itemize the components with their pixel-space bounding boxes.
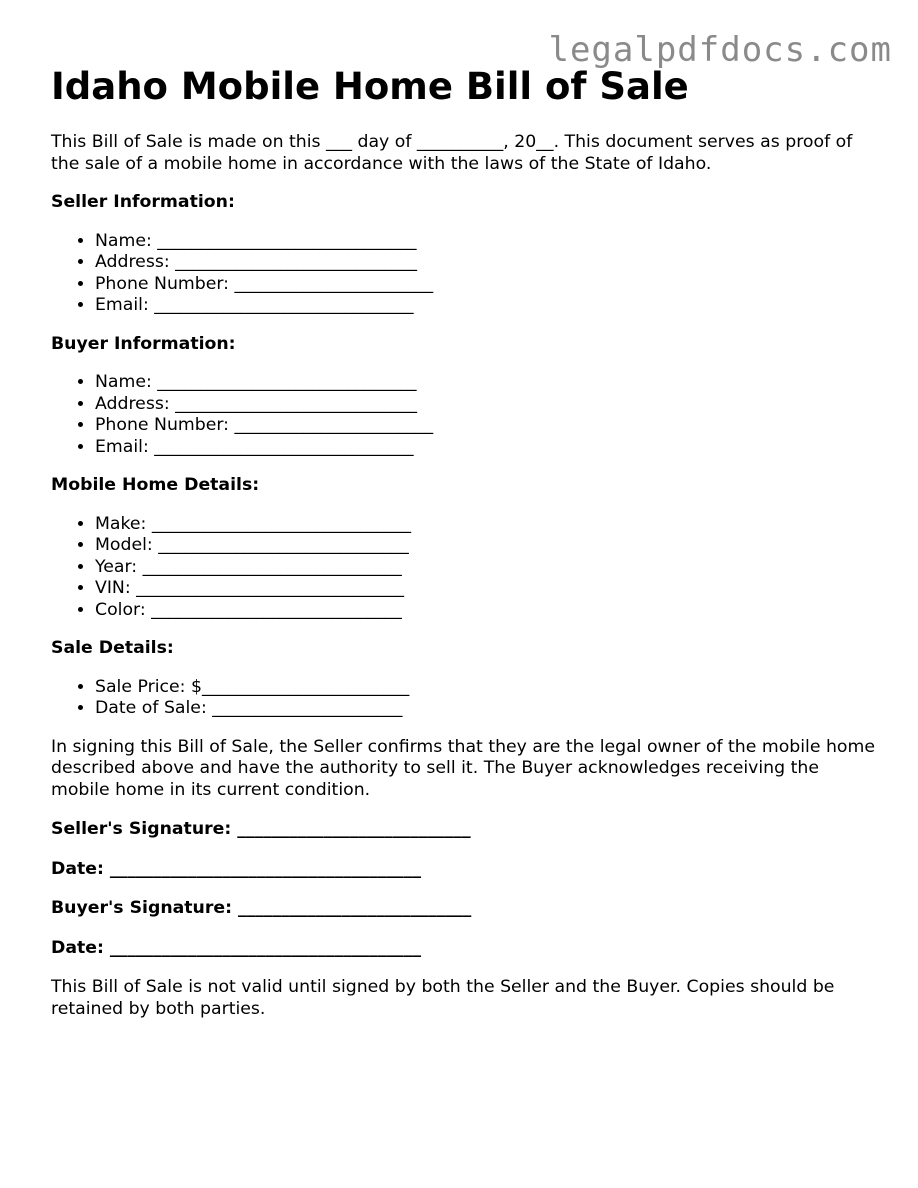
intro-paragraph: This Bill of Sale is made on this ___ day of __________, 20__. This document serves as proof of the sale of a mobile home in accordance with the laws of the State of Idaho. <box>51 132 853 174</box>
footer-paragraph: This Bill of Sale is not valid until signed by both the Seller and the Buyer. Copies should be retained by both parties. <box>51 977 835 1019</box>
buyer-signature-line: Buyer's Signature: ___________________________ <box>51 898 472 918</box>
sale-price-field: • Sale Price: $________________________ <box>95 677 881 699</box>
home-model-field: • Model: _____________________________ <box>95 535 881 557</box>
buyer-phone-field: • Phone Number: _______________________ <box>95 415 881 437</box>
seller-email-field: • Email: ______________________________ <box>95 295 881 317</box>
home-year-field: • Year: ______________________________ <box>95 557 881 579</box>
home-details-list <box>51 514 881 622</box>
sale-date-field: • Date of Sale: ______________________ <box>95 698 881 720</box>
seller-date-line: Date: ____________________________________ <box>51 858 421 879</box>
sale-details-heading: Sale Details: <box>51 638 174 658</box>
buyer-email-field: • Email: ______________________________ <box>95 437 881 459</box>
seller-phone-field: • Phone Number: _______________________ <box>95 274 881 296</box>
buyer-date-line: Date: ____________________________________ <box>51 937 421 958</box>
buyer-list <box>51 372 881 458</box>
watermark: legalpdfdocs.com <box>548 30 892 70</box>
home-make-field: • Make: ______________________________ <box>95 514 881 536</box>
buyer-heading: Buyer Information: <box>51 333 236 354</box>
seller-signature-line: Seller's Signature: ___________________________ <box>51 819 471 839</box>
home-details-heading: Mobile Home Details: <box>51 475 260 495</box>
closing-paragraph: In signing this Bill of Sale, the Seller confirms that they are the legal owner of the mobile home described above and have the authority to sell it. The Buyer acknowledges receiving the mobile home in its current condition. <box>51 736 875 800</box>
seller-address-field: • Address: ____________________________ <box>95 252 881 274</box>
seller-list <box>51 231 881 317</box>
seller-heading: Seller Information: <box>51 192 235 212</box>
buyer-address-field: • Address: ____________________________ <box>95 394 881 416</box>
home-color-field: • Color: _____________________________ <box>95 600 881 622</box>
seller-name-field: • Name: ______________________________ <box>95 231 881 253</box>
sale-details-list <box>51 677 881 720</box>
page-title: Idaho Mobile Home Bill of Sale <box>51 65 689 108</box>
buyer-name-field: • Name: ______________________________ <box>95 372 881 394</box>
home-vin-field: • VIN: _______________________________ <box>95 578 881 600</box>
document-page <box>51 64 881 1020</box>
